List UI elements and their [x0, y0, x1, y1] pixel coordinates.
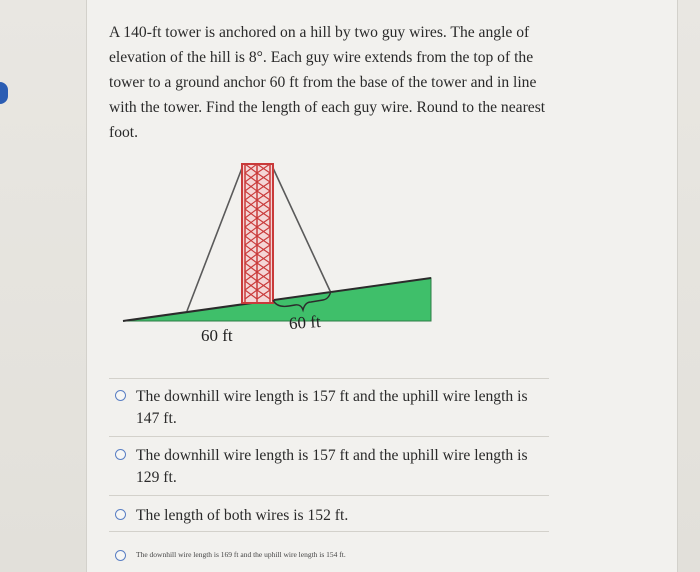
radio-button[interactable] [115, 390, 126, 401]
tower-figure [87, 150, 679, 360]
left-distance-label: 60 ft [201, 326, 233, 345]
downhill-guy-wire [187, 168, 242, 311]
right-distance-label: 60 ft [288, 311, 322, 334]
answer-option-2[interactable] [115, 445, 535, 489]
radio-button[interactable] [115, 509, 126, 520]
divider [109, 436, 549, 437]
radio-button[interactable] [115, 449, 126, 460]
answer-option-1[interactable] [115, 386, 535, 430]
side-indicator [0, 82, 8, 104]
radio-button[interactable] [115, 550, 126, 561]
answer-option-label: The length of both wires is 152 ft. [136, 507, 349, 524]
divider [109, 495, 549, 496]
divider [109, 531, 549, 532]
question-text: A 140-ft tower is anchored on a hill by two guy wires. The angle of elevation of the hill is 8°. Each guy wire extends from the top of the tower to a ground anchor 60 ft from the base of the tower and in line with the tower. Find the length of each guy wire. Round to the nearest foot. [109, 24, 546, 141]
uphill-guy-wire [273, 168, 331, 293]
tower [242, 164, 273, 303]
answer-option-4[interactable] [115, 549, 535, 561]
question-card [86, 0, 678, 572]
answer-option-label: The downhill wire length is 157 ft and the uphill wire length is 129 ft. [136, 447, 528, 486]
tower-diagram [87, 150, 679, 360]
answer-option-label: The downhill wire length is 157 ft and the uphill wire length is 147 ft. [136, 388, 528, 427]
answer-option-label: The downhill wire length is 169 ft and the uphill wire length is 154 ft. [136, 550, 346, 559]
divider-top [109, 378, 549, 379]
answer-option-3[interactable] [115, 505, 535, 527]
